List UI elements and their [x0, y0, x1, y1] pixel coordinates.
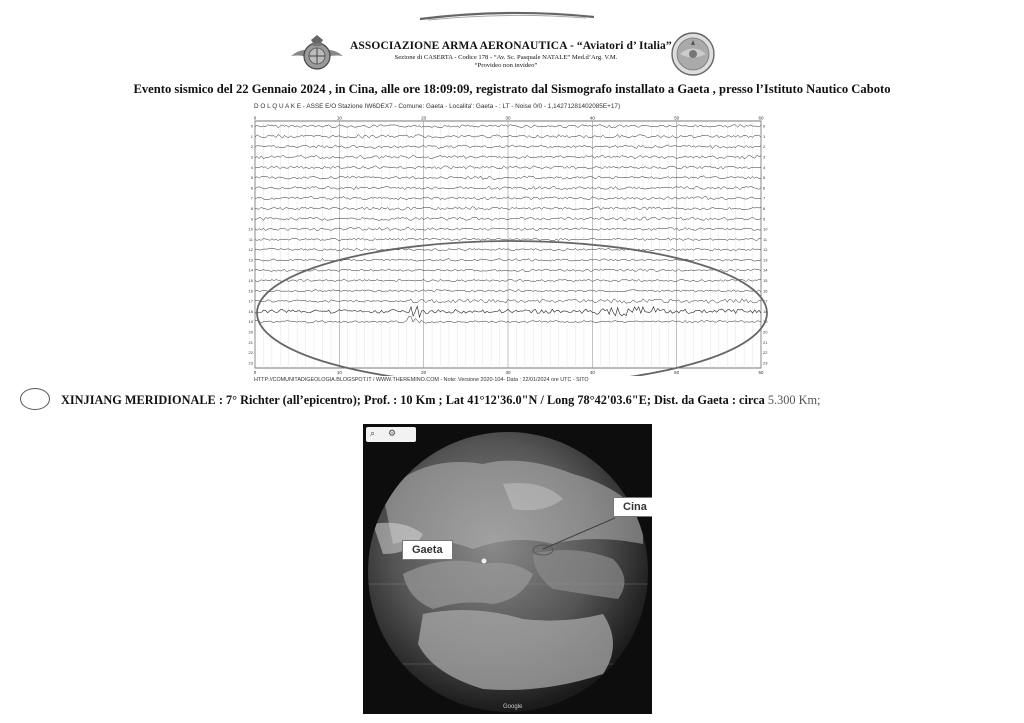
association-emblem-icon [289, 32, 345, 76]
minute-tick-label: 0 [253, 370, 257, 375]
map-label-cina: Cina [613, 497, 652, 517]
settings-icon[interactable]: ⚙ [388, 429, 397, 439]
event-marker-circle [20, 388, 50, 410]
row-label: 18 [248, 308, 253, 314]
row-label: 15 [248, 278, 253, 284]
row-label: 7 [250, 195, 253, 201]
event-details: : 7° Richter (all’epicentro); Prof. : 10 Km ; Lat 41°12'36.0"N / Long 78°42'03.6"E; Dist. da Gaeta : circa [215, 393, 768, 407]
row-label: 11 [248, 236, 253, 242]
organization-motto: “Provideo non invideo” [474, 62, 538, 69]
row-label: 4 [763, 164, 766, 170]
row-label: 15 [763, 278, 768, 284]
minute-tick-label: 60 [758, 115, 764, 121]
minute-tick-label: 30 [505, 115, 511, 121]
seismogram-footer: HTTP://COMUNITADIGEOLOGIA.BLOGSPOT.IT / WWW.THEREMINO.COM - Note: Versione 2020-104- Data : 22/01/2024 ore UTC - SITO [254, 377, 589, 383]
row-label: 0 [250, 123, 253, 129]
row-label: 3 [250, 154, 253, 160]
row-label: 1 [763, 133, 766, 139]
row-label: 19 [763, 319, 768, 325]
row-label: 0 [763, 123, 766, 129]
row-label: 8 [763, 205, 766, 211]
minute-tick-label: 30 [505, 370, 511, 375]
row-label: 6 [250, 185, 253, 191]
event-region: XINJIANG MERIDIONALE [61, 393, 216, 407]
row-label: 18 [763, 308, 768, 314]
row-label: 4 [250, 164, 253, 170]
minute-tick-label: 0 [253, 115, 257, 121]
minute-tick-label: 60 [758, 370, 764, 375]
minute-tick-label: 40 [589, 370, 595, 375]
map-label-gaeta: Gaeta [402, 540, 453, 560]
row-label: 22 [248, 350, 253, 356]
top-decorative-rule [418, 10, 596, 22]
row-label: 10 [763, 226, 768, 232]
map-toolbar [366, 427, 416, 442]
row-label: 1 [250, 133, 253, 139]
organization-name: ASSOCIAZIONE ARMA AERONAUTICA - “Aviatori d’ Italia” [350, 40, 672, 52]
row-label: 21 [763, 339, 768, 345]
row-label: 9 [763, 216, 766, 222]
row-label: 19 [248, 319, 253, 325]
row-label: 17 [248, 298, 253, 304]
row-label: 23 [248, 360, 253, 366]
row-label: 3 [763, 154, 766, 160]
row-label: 6 [763, 185, 766, 191]
seismogram [247, 113, 769, 376]
minute-tick-label: 10 [336, 115, 342, 121]
globe-map [363, 424, 652, 714]
seismogram-header: D O L Q U A K E - ASSE E/O Stazione IW6DEX7 - Comune: Gaeta - Localita': Gaeta - : LT - Noise 0/0 - 1,14271281402085E+17) [254, 103, 621, 110]
event-distance: 5.300 [767, 393, 796, 407]
row-label: 22 [763, 350, 768, 356]
minute-tick-label: 20 [421, 115, 427, 121]
row-label: 20 [248, 329, 253, 335]
row-label: 8 [250, 205, 253, 211]
row-label: 5 [250, 175, 253, 181]
event-headline: Evento sismico del 22 Gennaio 2024 , in Cina, alle ore 18:09:09, registrato dal Sismografo installato a Gaeta , presso l’Istituto Nautico Caboto [133, 82, 891, 96]
medal-seal-icon [668, 31, 718, 77]
globe-image [363, 424, 652, 714]
row-label: 9 [250, 216, 253, 222]
row-label: 14 [248, 267, 253, 273]
minute-tick-label: 50 [674, 115, 680, 121]
row-label: 2 [250, 144, 253, 150]
letterhead [350, 40, 672, 69]
row-label: 12 [763, 247, 768, 253]
row-label: 16 [763, 288, 768, 294]
event-distance-unit: Km; [795, 393, 821, 407]
row-label: 21 [248, 339, 253, 345]
minute-tick-label: 20 [421, 370, 427, 375]
row-label: 14 [763, 267, 768, 273]
row-label: 17 [763, 298, 768, 304]
minute-tick-label: 50 [674, 370, 680, 375]
row-label: 12 [248, 247, 253, 253]
row-label: 13 [248, 257, 253, 263]
row-label: 10 [248, 226, 253, 232]
organization-section: Sezione di CASERTA - Codice 178 - “Av. Sc. Pasquale NATALE” Med.d’Arg. V.M. [394, 54, 618, 61]
row-label: 23 [763, 360, 768, 366]
event-summary [61, 393, 820, 408]
row-label: 11 [763, 236, 768, 242]
search-icon[interactable]: ⌕ [370, 429, 376, 439]
minute-tick-label: 40 [589, 115, 595, 121]
map-watermark: Google [503, 704, 523, 710]
row-label: 16 [248, 288, 253, 294]
row-label: 7 [763, 195, 766, 201]
row-label: 5 [763, 175, 766, 181]
minute-tick-label: 10 [336, 370, 342, 375]
row-label: 20 [763, 329, 768, 335]
row-label: 2 [763, 144, 766, 150]
row-label: 13 [763, 257, 768, 263]
